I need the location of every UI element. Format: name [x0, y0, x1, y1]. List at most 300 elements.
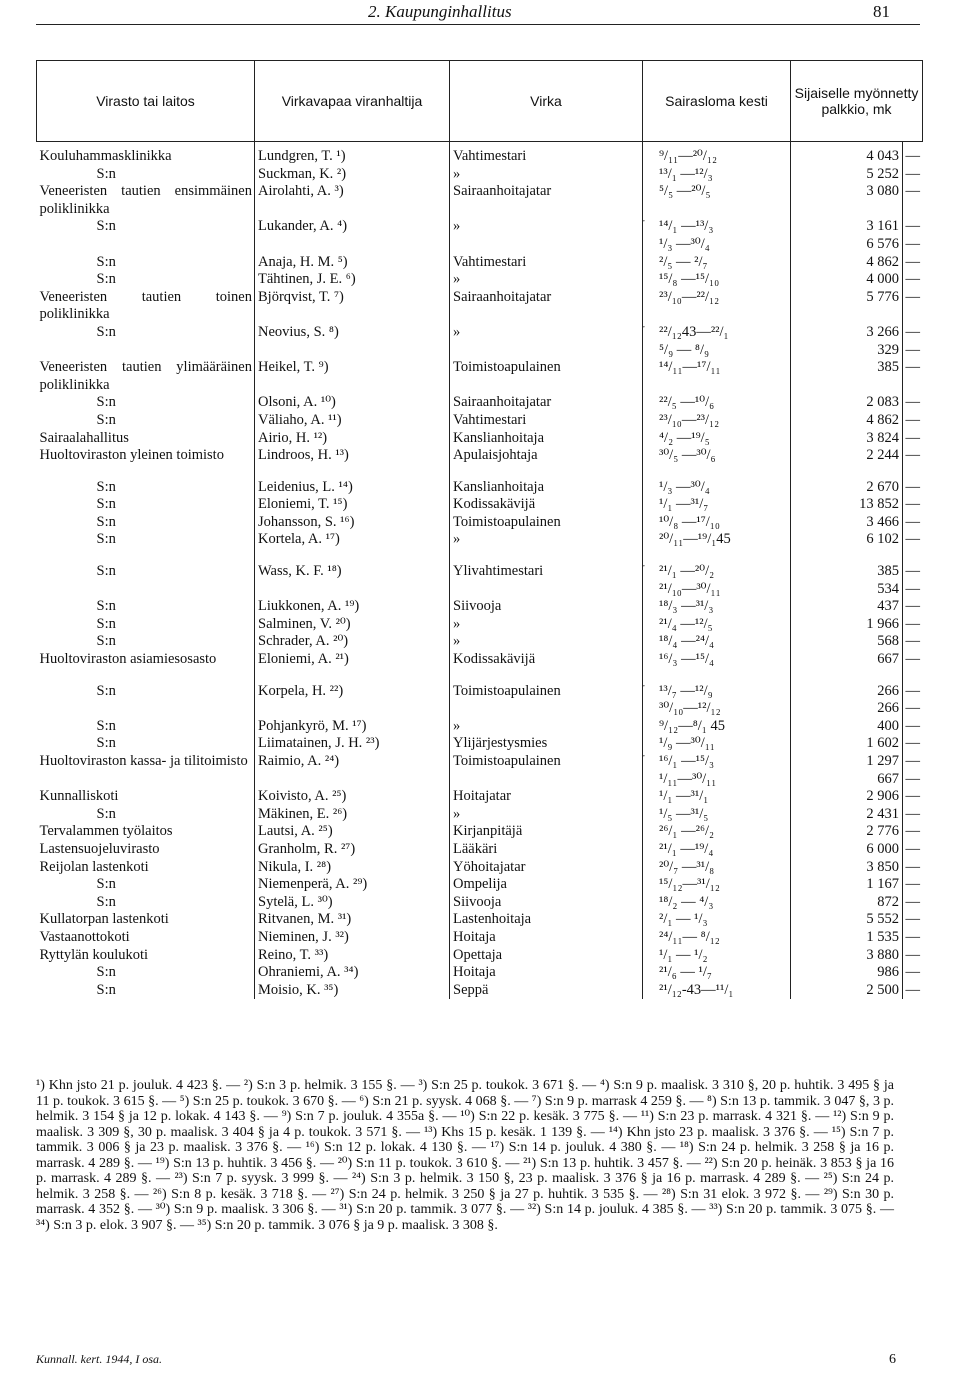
- cell-dash: —: [903, 598, 923, 616]
- cell-office: S:n: [96, 735, 116, 752]
- table-row: [37, 342, 923, 360]
- cell-person: [255, 236, 450, 254]
- cell-period: ⁵/₅ —²⁰/₅: [643, 183, 791, 218]
- cell-pay: 872: [791, 894, 903, 912]
- cell-dash: —: [903, 254, 923, 272]
- cell-post: [450, 236, 643, 254]
- cell-pay: 1 167: [791, 876, 903, 894]
- cell-period: ²¹/₁₂-43—¹¹/₁: [643, 982, 791, 1000]
- cell-post: [450, 771, 643, 789]
- table-row: [37, 254, 923, 272]
- cell-dash: —: [903, 324, 923, 342]
- cell-person: Granholm, R. ²⁷): [255, 841, 450, 859]
- cell-period: ²¹/₄ —¹²/₅: [643, 616, 791, 634]
- spacer-row: [37, 549, 923, 563]
- cell-person: Eloniemi, T. ¹⁵): [255, 496, 450, 514]
- cell-person: [255, 342, 450, 360]
- table-row: [37, 183, 923, 218]
- table-row: [37, 633, 923, 651]
- cell-pay: 4 862: [791, 412, 903, 430]
- cell-pay: 6 000: [791, 841, 903, 859]
- cell-person: Kortela, A. ¹⁷): [255, 531, 450, 549]
- table-row: [37, 683, 923, 701]
- cell-post: Siivooja: [450, 894, 643, 912]
- cell-person: Väliaho, A. ¹¹): [255, 412, 450, 430]
- cell-pay: 385: [791, 359, 903, 394]
- cell-person: Moisio, K. ³⁵): [255, 982, 450, 1000]
- col-header-post: Virka: [450, 61, 643, 142]
- cell-post: Opettaja: [450, 947, 643, 965]
- cell-period: ¹/₁₁—³⁰/₁₁: [643, 771, 791, 789]
- cell-dash: —: [903, 911, 923, 929]
- table-row: [37, 929, 923, 947]
- sick-leave-table: [36, 60, 923, 999]
- cell-period: ²¹/₆ — ¹/₇: [643, 964, 791, 982]
- cell-pay: 329: [791, 342, 903, 360]
- table-row: [37, 911, 923, 929]
- cell-post: »: [450, 271, 643, 289]
- cell-period: ¹/₉ —³⁰/₁₁: [643, 735, 791, 753]
- cell-pay: 2 906: [791, 788, 903, 806]
- spacer-cell: [450, 669, 643, 683]
- spacer-cell: [791, 465, 903, 479]
- cell-period: ¹⁸/₂ — ⁴/₃: [643, 894, 791, 912]
- cell-pay: 3 466: [791, 514, 903, 532]
- cell-post: Kodissakävijä: [450, 651, 643, 669]
- cell-post: »: [450, 166, 643, 184]
- cell-dash: —: [903, 581, 923, 599]
- cell-pay: 3 266: [791, 324, 903, 342]
- cell-post: »: [450, 718, 643, 736]
- cell-dash: —: [903, 447, 923, 465]
- cell-period: ¹⁵/₁₂—³¹/₁₂: [643, 876, 791, 894]
- table-row: [37, 496, 923, 514]
- cell-dash: —: [903, 947, 923, 965]
- cell-dash: —: [903, 876, 923, 894]
- cell-dash: —: [903, 563, 923, 581]
- cell-post: Toimistoapulainen: [450, 683, 643, 701]
- cell-post: Ylijärjestysmies: [450, 735, 643, 753]
- page-header: [0, 0, 960, 26]
- cell-person: Reino, T. ³³): [255, 947, 450, 965]
- cell-period: ¹/₃ —³⁰/₄: [643, 236, 791, 254]
- cell-pay: 2 670: [791, 479, 903, 497]
- cell-dash: —: [903, 929, 923, 947]
- cell-office: S:n: [96, 598, 116, 615]
- cell-office: S:n: [96, 253, 116, 270]
- table-row: [37, 324, 923, 342]
- cell-dash: —: [903, 771, 923, 789]
- cell-person: Suckman, K. ²): [255, 166, 450, 184]
- cell-person: Raimio, A. ²⁴): [255, 753, 450, 771]
- col-header-pay: Sijaiselle myönnetty palkkio, mk: [791, 61, 923, 142]
- cell-dash: —: [903, 823, 923, 841]
- cell-person: Salminen, V. ²⁰): [255, 616, 450, 634]
- cell-person: Leidenius, L. ¹⁴): [255, 479, 450, 497]
- cell-pay: 6 102: [791, 531, 903, 549]
- table-row: [37, 806, 923, 824]
- cell-person: Nieminen, J. ³²): [255, 929, 450, 947]
- table-row: [37, 166, 923, 184]
- cell-post: Toimistoapulainen: [450, 359, 643, 394]
- cell-period: ⁹/₁₂—⁸/₁ 45: [643, 718, 791, 736]
- cell-dash: —: [903, 633, 923, 651]
- cell-post: Lastenhoitaja: [450, 911, 643, 929]
- spacer-cell: [643, 669, 791, 683]
- cell-dash: —: [903, 616, 923, 634]
- cell-pay: 3 880: [791, 947, 903, 965]
- cell-post: Toimistoapulainen: [450, 514, 643, 532]
- cell-period: ¹/₁ — ¹/₂: [643, 947, 791, 965]
- cell-period: ²⁴/₁₁— ⁸/₁₂: [643, 929, 791, 947]
- cell-post: Hoitaja: [450, 964, 643, 982]
- cell-pay: 3 850: [791, 859, 903, 877]
- table-row: [37, 823, 923, 841]
- cell-pay: 4 862: [791, 254, 903, 272]
- table-row: [37, 859, 923, 877]
- cell-person: Korpela, H. ²²): [255, 683, 450, 701]
- table-row: [37, 359, 923, 394]
- cell-period: { ²¹/₁ —²⁰/₂: [643, 563, 791, 581]
- cell-office: Reijolan lastenkoti: [39, 858, 149, 875]
- spacer-cell: [255, 669, 450, 683]
- cell-office: S:n: [96, 805, 116, 822]
- cell-office: S:n: [96, 478, 116, 495]
- cell-person: Liimatainen, J. H. ²³): [255, 735, 450, 753]
- spacer-cell: [903, 465, 923, 479]
- table-row: [37, 788, 923, 806]
- publication-footer: Kunnall. kert. 1944, I osa.: [36, 1352, 162, 1366]
- cell-person: Airolahti, A. ³): [255, 183, 450, 218]
- cell-period: ¹⁸/₄ —²⁴/₄: [643, 633, 791, 651]
- cell-dash: —: [903, 964, 923, 982]
- cell-post: Yöhoitajatar: [450, 859, 643, 877]
- cell-period: ¹/₃ —³⁰/₄: [643, 479, 791, 497]
- table-row: [37, 412, 923, 430]
- cell-office: S:n: [96, 218, 116, 235]
- cell-pay: 1 966: [791, 616, 903, 634]
- cell-office: Veneeristen tautien ylimääräinen poliklinikka: [39, 359, 252, 393]
- cell-period: ²²/₅ —¹⁰/₆: [643, 394, 791, 412]
- cell-office: Huoltoviraston asiamiesosasto: [39, 651, 217, 668]
- cell-dash: —: [903, 412, 923, 430]
- cell-period: ²⁰/₇ —³¹/₈: [643, 859, 791, 877]
- cell-pay: 2 431: [791, 806, 903, 824]
- spacer-row: [37, 669, 923, 683]
- cell-period: ³⁰/₅ —³⁰/₆: [643, 447, 791, 465]
- cell-dash: —: [903, 430, 923, 448]
- table-row: [37, 218, 923, 236]
- cell-dash: —: [903, 841, 923, 859]
- page-number: 81: [873, 2, 890, 21]
- cell-pay: 3 161: [791, 218, 903, 236]
- cell-person: Neovius, S. ⁸): [255, 324, 450, 342]
- cell-post: Ylivahtimestari: [450, 563, 643, 581]
- running-title: 2. Kaupunginhallitus: [368, 2, 512, 21]
- cell-person: Schrader, A. ²⁰): [255, 633, 450, 651]
- table-row: [37, 236, 923, 254]
- table-row: [37, 735, 923, 753]
- cell-dash: —: [903, 683, 923, 701]
- cell-person: Lindroos, H. ¹³): [255, 447, 450, 465]
- table-row: [37, 430, 923, 448]
- cell-dash: —: [903, 166, 923, 184]
- table-row: [37, 598, 923, 616]
- cell-period: ²³/₁₀—²²/₁₂: [643, 289, 791, 324]
- cell-period: ²⁰/₁₁—¹⁹/₁45: [643, 531, 791, 549]
- cell-dash: —: [903, 236, 923, 254]
- cell-office: Kouluhammasklinikka: [39, 148, 172, 164]
- table-row: [37, 271, 923, 289]
- cell-post: »: [450, 633, 643, 651]
- table-row: [37, 753, 923, 771]
- table-row: [37, 894, 923, 912]
- cell-person: Lautsi, A. ²⁵): [255, 823, 450, 841]
- cell-dash: —: [903, 271, 923, 289]
- cell-period: ²¹/₁₀—³⁰/₁₁: [643, 581, 791, 599]
- cell-person: Tähtinen, J. E. ⁶): [255, 271, 450, 289]
- cell-office: S:n: [96, 394, 116, 411]
- cell-dash: —: [903, 359, 923, 394]
- cell-person: Koivisto, A. ²⁵): [255, 788, 450, 806]
- cell-pay: 437: [791, 598, 903, 616]
- cell-post: [450, 700, 643, 718]
- table-row: [37, 514, 923, 532]
- cell-period: ⁴/₂ —¹⁹/₅: [643, 430, 791, 448]
- cell-pay: 1 535: [791, 929, 903, 947]
- cell-period: { ¹⁴/₁ —¹³/₃: [643, 218, 791, 236]
- cell-office: [37, 581, 255, 599]
- cell-period: ³⁰/₁₀—¹²/₁₂: [643, 700, 791, 718]
- cell-office: Tervalammen työlaitos: [39, 823, 173, 840]
- cell-post: Sairaanhoitajatar: [450, 289, 643, 324]
- cell-post: Hoitaja: [450, 929, 643, 947]
- cell-person: Liukkonen, A. ¹⁹): [255, 598, 450, 616]
- cell-pay: 385: [791, 563, 903, 581]
- cell-person: Sytelä, L. ³⁰): [255, 894, 450, 912]
- cell-period: ¹/₅ —³¹/₅: [643, 806, 791, 824]
- cell-post: Vahtimestari: [450, 142, 643, 166]
- cell-pay: 4 000: [791, 271, 903, 289]
- cell-office: S:n: [96, 496, 116, 513]
- cell-post: Kodissakävijä: [450, 496, 643, 514]
- cell-pay: 568: [791, 633, 903, 651]
- table-row: [37, 479, 923, 497]
- cell-office: S:n: [96, 964, 116, 981]
- cell-period: { ¹⁶/₁ —¹⁵/₃: [643, 753, 791, 771]
- cell-post: [450, 342, 643, 360]
- table-row: [37, 700, 923, 718]
- cell-person: Wass, K. F. ¹⁸): [255, 563, 450, 581]
- footnotes: ¹) Khn jsto 21 p. jouluk. 4 423 §. — ²) S:n 3 p. helmik. 3 155 §. — ³) S:n 25 p. toukok. 3 671 §. — ⁴) S:n 9 p. maalisk. 3 310 §, 20 p. huhtik. 3 495 § ja 11 p. toukok. 3 615 §. — ⁵) S:n 25 p. toukok. 3 670 §. — ⁶) S:n 21 p. syysk. 4 068 §. — ⁷) S:n 9 p. marrask 4 259 §. — ⁸) S:n 13 p. tammik. 3 047 §, 3 p. helmik. 3 154 § ja 12 p. lokak. 4 143 §. — ⁹) S:n 7 p. jouluk. 4 355a §. — ¹⁰) S:n 22 p. kesäk. 3 775 §. — ¹¹) S:n 23 p. marrask. 4 321 §. — ¹²) S:n 9 p. maalisk. 3 309 §, 30 p. maalisk. 3 404 § ja 4 p. toukok. 3 571 §. — ¹³) Khs 15 p. kesäk. 1 139 §. — ¹⁴) Khn jsto 23 p. maalisk. 3 376 §. — ¹⁵) S:n 7 p. tammik. 3 006 § ja 23 p. maalisk. 3 376 §. — ¹⁶) S:n 12 p. lokak. 4 130 §. — ¹⁷) S:n 14 p. jouluk. 4 380 §. — ¹⁸) S:n 24 p. helmik. 3 258 § ja 16 p. marrask. 4 289 §. — ¹⁹) S:n 13 p. huhtik. 3 456 §. — ²⁰) S:n 11 p. toukok. 3 610 §. — ²¹) S:n 13 p. huhtik. 3 457 §. — ²²) S:n 20 p. heinäk. 3 853 § ja 16 p. marrask. 4 289 §. — ²³) S:n 7 p. syysk. 3 999 §. — ²⁴) S:n 3 p. helmik. 3 150 §, 23 p. maalisk. 3 376 § ja 16 p. marrask. 4 289 §. — ²⁵) S:n 24 p. helmik. 3 258 §. — ²⁶) S:n 8 p. kesäk. 3 718 §. — ²⁷) S:n 24 p. helmik. 3 250 § ja 27 p. huhtik. 3 535 §. — ²⁸) S:n 31 elok. 3 972 §. — ²⁹) S:n 30 p. marrask. 4 352 §. — ³⁰) S:n 9 p. maalisk. 3 306 §. — ³¹) S:n 20 p. tammik. 3 077 §. — ³²) S:n 14 p. jouluk. 4 385 §. — ³³) S:n 20 p. tammik. 3 075 §. — ³⁴) S:n 3 p. elok. 3 907 §. — ³⁵) S:n 20 p. tammik. 3 076 § ja 9 p. maalisk. 3 308 §.: [36, 1078, 894, 1233]
- cell-office: [37, 771, 255, 789]
- cell-office: Huoltoviraston yleinen toimisto: [39, 447, 224, 464]
- cell-person: Olsoni, A. ¹⁰): [255, 394, 450, 412]
- cell-person: Nikula, I. ²⁸): [255, 859, 450, 877]
- cell-office: [37, 700, 255, 718]
- cell-person: Eloniemi, A. ²¹): [255, 651, 450, 669]
- spacer-cell: [903, 549, 923, 563]
- cell-person: Lundgren, T. ¹): [255, 142, 450, 166]
- table-row: [37, 876, 923, 894]
- cell-period: ¹⁶/₃ —¹⁵/₄: [643, 651, 791, 669]
- cell-office: Ryttylän koulukoti: [39, 946, 149, 963]
- cell-office: Lastensuojeluvirasto: [39, 840, 160, 857]
- cell-office: S:n: [96, 682, 116, 699]
- table-row: [37, 394, 923, 412]
- cell-pay: 2 500: [791, 982, 903, 1000]
- cell-post: »: [450, 324, 643, 342]
- cell-dash: —: [903, 788, 923, 806]
- cell-dash: —: [903, 806, 923, 824]
- cell-post: Hoitajatar: [450, 788, 643, 806]
- cell-person: Lukander, A. ⁴): [255, 218, 450, 236]
- cell-period: ²/₅ — ²/₇: [643, 254, 791, 272]
- cell-office: Kullatorpan lastenkoti: [39, 911, 169, 928]
- cell-post: Lääkäri: [450, 841, 643, 859]
- spacer-row: [37, 465, 923, 479]
- cell-post: Ompelija: [450, 876, 643, 894]
- spacer-cell: [37, 549, 255, 563]
- cell-post: Siivooja: [450, 598, 643, 616]
- cell-office: S:n: [96, 271, 116, 288]
- table-row: [37, 841, 923, 859]
- cell-post: »: [450, 218, 643, 236]
- cell-dash: —: [903, 394, 923, 412]
- cell-dash: —: [903, 142, 923, 166]
- spacer-cell: [643, 465, 791, 479]
- cell-pay: 6 576: [791, 236, 903, 254]
- cell-dash: —: [903, 496, 923, 514]
- table-row: [37, 616, 923, 634]
- table-body: [37, 142, 923, 1000]
- cell-person: Ohraniemi, A. ³⁴): [255, 964, 450, 982]
- cell-pay: 667: [791, 771, 903, 789]
- cell-person: Airio, H. ¹²): [255, 430, 450, 448]
- cell-office: Veneeristen tautien ensimmäinen poliklinikka: [39, 183, 252, 217]
- table-row: [37, 142, 923, 166]
- cell-person: Ritvanen, M. ³¹): [255, 911, 450, 929]
- cell-pay: 5 552: [791, 911, 903, 929]
- cell-period: ⁵/₉ — ⁸/₉: [643, 342, 791, 360]
- header-rule: [36, 24, 920, 25]
- cell-person: Niemenperä, A. ²⁹): [255, 876, 450, 894]
- cell-period: ¹/₁ —³¹/₁: [643, 788, 791, 806]
- cell-period: ⁹/₁₁—²⁰/₁₂: [643, 142, 791, 166]
- cell-dash: —: [903, 894, 923, 912]
- table-row: [37, 581, 923, 599]
- cell-pay: 3 080: [791, 183, 903, 218]
- col-header-period: Sairasloma kesti: [643, 61, 791, 142]
- spacer-cell: [255, 549, 450, 563]
- table-row: [37, 964, 923, 982]
- cell-period: ²¹/₁ —¹⁹/₄: [643, 841, 791, 859]
- col-header-office: Virasto tai laitos: [37, 61, 255, 142]
- cell-post: Vahtimestari: [450, 254, 643, 272]
- cell-dash: —: [903, 700, 923, 718]
- cell-pay: 266: [791, 683, 903, 701]
- cell-post: Apulaisjohtaja: [450, 447, 643, 465]
- cell-dash: —: [903, 735, 923, 753]
- cell-post: Seppä: [450, 982, 643, 1000]
- cell-office: S:n: [96, 876, 116, 893]
- cell-period: ²/₁ — ¹/₃: [643, 911, 791, 929]
- cell-dash: —: [903, 718, 923, 736]
- spacer-cell: [903, 669, 923, 683]
- cell-post: Toimistoapulainen: [450, 753, 643, 771]
- cell-dash: —: [903, 289, 923, 324]
- cell-pay: 266: [791, 700, 903, 718]
- cell-pay: 13 852: [791, 496, 903, 514]
- cell-office: S:n: [96, 165, 116, 182]
- table-row: [37, 447, 923, 465]
- cell-pay: 1 602: [791, 735, 903, 753]
- spacer-cell: [450, 549, 643, 563]
- cell-office: S:n: [96, 633, 116, 650]
- cell-pay: 5 252: [791, 166, 903, 184]
- cell-person: [255, 700, 450, 718]
- cell-pay: 986: [791, 964, 903, 982]
- cell-post: Vahtimestari: [450, 412, 643, 430]
- cell-dash: —: [903, 753, 923, 771]
- cell-pay: 3 824: [791, 430, 903, 448]
- cell-post: Kanslianhoitaja: [450, 479, 643, 497]
- cell-office: S:n: [96, 531, 116, 548]
- cell-office: S:n: [96, 411, 116, 428]
- cell-person: [255, 581, 450, 599]
- cell-dash: —: [903, 479, 923, 497]
- cell-post: Kirjanpitäjä: [450, 823, 643, 841]
- cell-person: Mäkinen, E. ²⁶): [255, 806, 450, 824]
- cell-period: { ¹³/₇ —¹²/₉: [643, 683, 791, 701]
- cell-period: { ²²/₁₂43—²²/₁: [643, 324, 791, 342]
- spacer-cell: [255, 465, 450, 479]
- cell-office: Vastaanottokoti: [39, 928, 130, 945]
- cell-post: Sairaanhoitajatar: [450, 183, 643, 218]
- cell-dash: —: [903, 342, 923, 360]
- cell-pay: 2 244: [791, 447, 903, 465]
- cell-pay: 1 297: [791, 753, 903, 771]
- cell-period: ¹⁵/₈ —¹⁵/₁₀: [643, 271, 791, 289]
- spacer-cell: [37, 669, 255, 683]
- cell-period: ²⁶/₁ —²⁶/₂: [643, 823, 791, 841]
- cell-office: Veneeristen tautien toinen poliklinikka: [39, 288, 252, 323]
- table-header-row: [37, 61, 923, 142]
- cell-office: [37, 236, 255, 254]
- cell-pay: 534: [791, 581, 903, 599]
- table-row: [37, 531, 923, 549]
- table-row: [37, 718, 923, 736]
- cell-office: Huoltoviraston kassa- ja tilitoimisto: [39, 753, 248, 769]
- cell-person: Johansson, S. ¹⁶): [255, 514, 450, 532]
- cell-person: Anaja, H. M. ⁵): [255, 254, 450, 272]
- cell-dash: —: [903, 514, 923, 532]
- table-row: [37, 771, 923, 789]
- cell-pay: 2 776: [791, 823, 903, 841]
- spacer-cell: [643, 549, 791, 563]
- cell-office: [37, 342, 255, 360]
- cell-person: Heikel, T. ⁹): [255, 359, 450, 394]
- cell-pay: 667: [791, 651, 903, 669]
- cell-dash: —: [903, 859, 923, 877]
- cell-post: Kanslianhoitaja: [450, 430, 643, 448]
- cell-office: S:n: [96, 513, 116, 530]
- cell-dash: —: [903, 651, 923, 669]
- col-header-person: Virkavapaa viranhaltija: [255, 61, 450, 142]
- cell-person: Pohjankyrö, M. ¹⁷): [255, 718, 450, 736]
- spacer-cell: [791, 549, 903, 563]
- cell-period: ²³/₁₀—²³/₁₂: [643, 412, 791, 430]
